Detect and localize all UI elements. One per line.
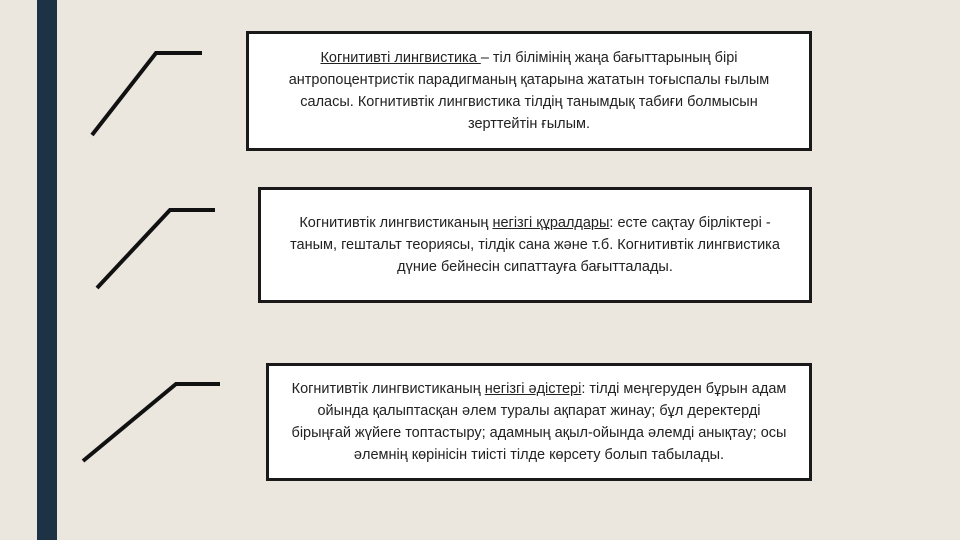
tools-lead: Когнитивтік лингвистиканың <box>299 215 493 231</box>
tools-box <box>258 187 812 303</box>
definition-body: – тіл білімінің жаңа бағыттарының бірі антропоцентристік парадигманың қатарына жататын тоғыспалы ғылым саласы. Когнитивтік лингвистика тілдің танымдық табиғи болмысын зерттейтін ғылым. <box>288 50 770 132</box>
definition-term: Когнитивті лингвистика <box>320 50 481 66</box>
methods-lead: Когнитивтік лингвистиканың <box>291 381 485 397</box>
tools-text <box>283 212 787 278</box>
connector-2 <box>97 210 215 288</box>
methods-text <box>291 378 787 466</box>
methods-box <box>266 363 812 481</box>
methods-term: негізгі әдістері <box>484 381 582 397</box>
definition-text <box>271 47 787 135</box>
tools-body: : есте сақтау бірліктері - таным, гештальт теориясы, тілдік сана және т.б. Когнитивтік лингвистика дүние бейнесін сипаттауға бағытталады. <box>290 215 780 275</box>
connector-3 <box>83 384 220 461</box>
tools-term: негізгі құралдары <box>492 215 610 231</box>
definition-box <box>246 31 812 151</box>
connector-1 <box>92 53 202 135</box>
methods-body: : тілді меңгеруден бұрын адам ойында қалыптасқан әлем туралы ақпарат жинау; бұл деректерді бірыңғай жүйеге топтастыру; адамның ақыл-ойында әлемді анықтау; осы әлемнің көрінісін тиісті тілде көрсету болып табылады. <box>291 381 787 463</box>
